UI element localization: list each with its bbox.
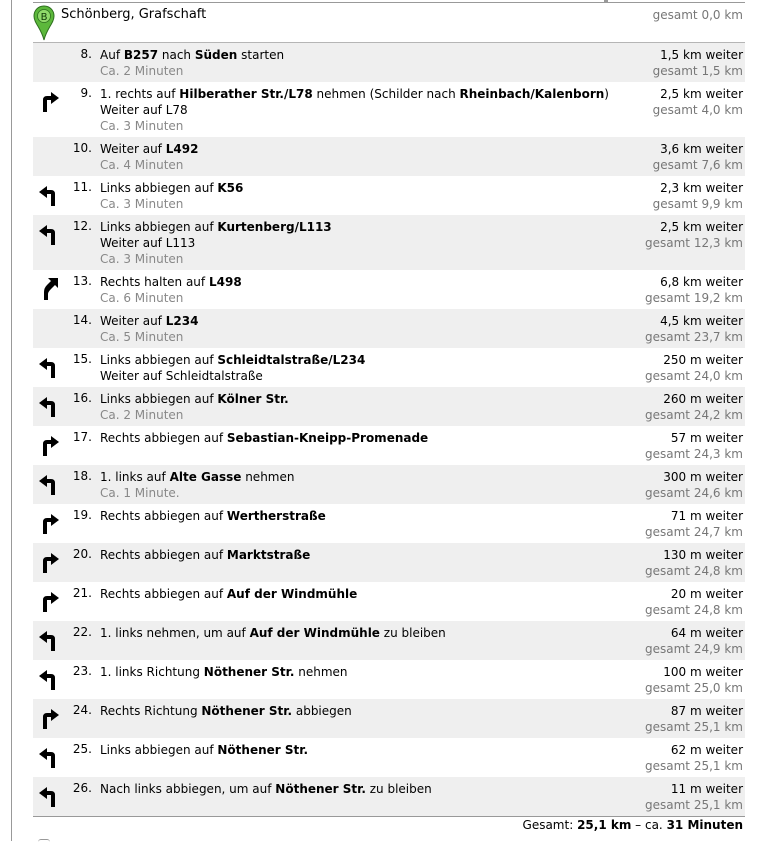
instruction-text: Auf [100, 48, 124, 62]
step-number: 22. [72, 625, 92, 639]
step-total-distance: gesamt 25,0 km [645, 681, 743, 695]
step-instruction [100, 625, 600, 641]
step-number: 26. [72, 781, 92, 795]
step-total-distance: gesamt 24,3 km [645, 447, 743, 461]
street-name: B257 [123, 48, 159, 62]
step-distance: 57 m weiter [670, 431, 743, 445]
step-instruction [100, 742, 600, 758]
direction-step[interactable] [33, 426, 745, 465]
step-total-distance: gesamt 24,7 km [645, 525, 743, 539]
turn-left-icon [37, 783, 61, 807]
instruction-text: Rechts abbiegen auf [100, 509, 227, 523]
step-distance: 130 m weiter [663, 548, 743, 562]
step-instruction [100, 47, 600, 79]
step-number: 24. [72, 703, 92, 717]
turn-right-icon [37, 88, 61, 112]
direction-step[interactable] [33, 621, 745, 660]
street-name: Rheinbach/Kalenborn [459, 87, 605, 101]
step-distance: 100 m weiter [663, 665, 743, 679]
instruction-text: abbiegen [292, 704, 352, 718]
turn-right-icon [37, 510, 61, 534]
step-instruction [100, 313, 600, 345]
step-continuation: Weiter auf Schleidtalstraße [100, 369, 263, 383]
step-number: 9. [80, 86, 92, 100]
street-name: L498 [208, 275, 242, 289]
step-number: 18. [72, 469, 92, 483]
step-instruction [100, 430, 600, 446]
step-number: 11. [72, 180, 92, 194]
direction-step[interactable] [33, 176, 745, 215]
street-name: Wertherstraße [226, 509, 326, 523]
step-instruction [100, 86, 609, 134]
direction-step[interactable] [33, 387, 745, 426]
step-distance: 11 m weiter [670, 782, 743, 796]
turn-left-icon [37, 393, 61, 417]
instruction-text: Links abbiegen auf [100, 743, 218, 757]
step-distance-block [645, 625, 743, 657]
step-distance-block [645, 352, 743, 384]
street-name: Marktstraße [226, 548, 311, 562]
step-total-distance: gesamt 12,3 km [645, 236, 743, 250]
step-continuation: Weiter auf L78 [100, 103, 188, 117]
marker-letter: B [40, 12, 48, 23]
step-total-distance: gesamt 24,8 km [645, 603, 743, 617]
direction-step[interactable] [33, 43, 745, 82]
step-total-distance: gesamt 24,8 km [645, 564, 743, 578]
step-distance-block [645, 391, 743, 423]
direction-step[interactable] [33, 465, 745, 504]
instruction-text: Rechts abbiegen auf [100, 587, 227, 601]
direction-step[interactable] [33, 699, 745, 738]
step-total-distance: gesamt 24,9 km [645, 642, 743, 656]
step-instruction [100, 703, 600, 719]
step-number: 12. [72, 219, 92, 233]
step-distance-block [645, 547, 743, 579]
step-distance: 6,8 km weiter [660, 275, 743, 289]
street-name: Nöthener Str. [275, 782, 366, 796]
step-distance: 71 m weiter [670, 509, 743, 523]
instruction-text: zu bleiben [379, 626, 446, 640]
step-distance: 64 m weiter [670, 626, 743, 640]
direction-step[interactable] [33, 543, 745, 582]
street-name: Kölner Str. [217, 392, 289, 406]
street-name: L234 [165, 314, 199, 328]
step-distance: 260 m weiter [663, 392, 743, 406]
turn-right-icon [37, 549, 61, 573]
instruction-text: 1. links Richtung [100, 665, 204, 679]
step-distance: 3,6 km weiter [660, 142, 743, 156]
instruction-text: Links abbiegen auf [100, 392, 218, 406]
step-instruction [100, 781, 600, 797]
instruction-text: Links abbiegen auf [100, 220, 218, 234]
step-distance-block [645, 664, 743, 696]
step-distance: 2,3 km weiter [660, 181, 743, 195]
step-distance-block [645, 313, 743, 345]
turn-left-icon [37, 627, 61, 651]
summary-distance: 25,1 km [577, 818, 632, 832]
instruction-text: 1. rechts auf [100, 87, 180, 101]
summary-duration: 31 Minuten [666, 818, 743, 832]
directions-list [33, 43, 745, 816]
street-name: Hilberather Str./L78 [179, 87, 313, 101]
route-summary [33, 816, 745, 835]
step-total-distance: gesamt 23,7 km [645, 330, 743, 344]
step-distance-block [645, 781, 743, 813]
turn-right-icon [37, 432, 61, 456]
step-instruction [100, 219, 600, 267]
instruction-text: Links abbiegen auf [100, 353, 218, 367]
direction-step[interactable] [33, 777, 745, 816]
step-number: 20. [72, 547, 92, 561]
street-name: Auf der Windmühle [249, 626, 380, 640]
step-instruction [100, 586, 600, 602]
step-duration: Ca. 1 Minute. [100, 486, 180, 500]
direction-step[interactable] [33, 82, 745, 137]
step-duration: Ca. 3 Minuten [100, 197, 184, 211]
instruction-text: Rechts Richtung [100, 704, 202, 718]
street-name: Kurtenberg/L113 [217, 220, 332, 234]
step-number: 10. [72, 141, 92, 155]
street-name: Süden [194, 48, 238, 62]
step-instruction [100, 391, 600, 423]
step-number: 15. [72, 352, 92, 366]
step-instruction [100, 547, 600, 563]
step-total-distance: gesamt 25,1 km [645, 798, 743, 812]
direction-step[interactable] [33, 270, 745, 309]
street-name: K56 [217, 181, 244, 195]
street-name: Schleidtalstraße/L234 [217, 353, 366, 367]
step-distance-block [645, 430, 743, 462]
step-instruction [100, 664, 600, 680]
step-distance-block [645, 586, 743, 618]
step-total-distance: gesamt 19,2 km [645, 291, 743, 305]
turn-left-icon [37, 221, 61, 245]
turn-left-icon [37, 182, 61, 206]
instruction-text: Links abbiegen auf [100, 181, 218, 195]
step-total-distance: gesamt 25,1 km [645, 759, 743, 773]
instruction-text: 1. links auf [100, 470, 170, 484]
direction-step[interactable] [33, 309, 745, 348]
step-instruction [100, 352, 600, 384]
step-distance: 250 m weiter [663, 353, 743, 367]
step-continuation: Weiter auf L113 [100, 236, 196, 250]
step-distance: 2,5 km weiter [660, 87, 743, 101]
step-total-distance: gesamt 24,6 km [645, 486, 743, 500]
instruction-text: Weiter auf [100, 142, 166, 156]
step-distance: 4,5 km weiter [660, 314, 743, 328]
directions-panel [33, 3, 745, 835]
instruction-text: 1. links nehmen, um auf [100, 626, 250, 640]
turn-left-icon [37, 354, 61, 378]
direction-step[interactable] [33, 660, 745, 699]
start-location[interactable] [33, 3, 745, 43]
turn-left-icon [37, 471, 61, 495]
step-distance-block [645, 274, 743, 306]
street-name: Nöthener Str. [203, 665, 295, 679]
step-total-distance: gesamt 1,5 km [652, 64, 743, 78]
instruction-text: nehmen [241, 470, 295, 484]
step-instruction [100, 469, 600, 501]
step-number: 19. [72, 508, 92, 522]
instruction-text: starten [237, 48, 285, 62]
instruction-text: Weiter auf [100, 314, 166, 328]
step-number: 14. [72, 313, 92, 327]
step-distance: 87 m weiter [670, 704, 743, 718]
street-name: Nöthener Str. [217, 743, 309, 757]
step-duration: Ca. 4 Minuten [100, 158, 184, 172]
step-total-distance: gesamt 25,1 km [645, 720, 743, 734]
instruction-text: nehmen (Schilder nach [312, 87, 460, 101]
turn-left-icon [37, 744, 61, 768]
turn-right-icon [37, 705, 61, 729]
keep-right-icon [37, 276, 61, 300]
map-marker-icon [33, 5, 55, 41]
step-number: 13. [72, 274, 92, 288]
direction-step[interactable] [33, 348, 745, 387]
step-number: 17. [72, 430, 92, 444]
step-duration: Ca. 3 Minuten [100, 252, 184, 266]
direction-step[interactable] [33, 738, 745, 777]
step-duration: Ca. 2 Minuten [100, 64, 184, 78]
street-name: L492 [165, 142, 199, 156]
instruction-text: Rechts halten auf [100, 275, 209, 289]
street-name: Nöthener Str. [201, 704, 293, 718]
step-distance: 300 m weiter [663, 470, 743, 484]
step-distance-block [645, 469, 743, 501]
step-total-distance: gesamt 7,6 km [652, 158, 743, 172]
step-distance-block [653, 141, 743, 173]
step-duration: Ca. 5 Minuten [100, 330, 184, 344]
instruction-text: nach [158, 48, 195, 62]
step-duration: Ca. 2 Minuten [100, 408, 184, 422]
step-distance-block [645, 742, 743, 774]
step-distance: 1,5 km weiter [660, 48, 743, 62]
step-distance: 2,5 km weiter [660, 220, 743, 234]
step-number: 8. [80, 47, 92, 61]
direction-step[interactable] [33, 137, 745, 176]
start-location-name: Schönberg, Grafschaft [61, 7, 207, 22]
street-name: Sebastian-Kneipp-Promenade [226, 431, 429, 445]
step-total-distance: gesamt 4,0 km [652, 103, 743, 117]
step-distance: 20 m weiter [670, 587, 743, 601]
street-name: Alte Gasse [169, 470, 242, 484]
step-distance-block [653, 86, 743, 118]
direction-step[interactable] [33, 215, 745, 270]
step-instruction [100, 274, 600, 306]
step-total-distance: gesamt 24,0 km [645, 369, 743, 383]
step-number: 23. [72, 664, 92, 678]
step-distance-block [653, 47, 743, 79]
instruction-text: zu bleiben [365, 782, 432, 796]
step-duration: Ca. 6 Minuten [100, 291, 184, 305]
step-distance: 62 m weiter [670, 743, 743, 757]
step-duration: Ca. 3 Minuten [100, 119, 184, 133]
start-total-distance: gesamt 0,0 km [652, 8, 743, 22]
direction-step[interactable] [33, 504, 745, 543]
street-name: Auf der Windmühle [226, 587, 358, 601]
instruction-text: Rechts abbiegen auf [100, 548, 227, 562]
panel-left-border [11, 0, 12, 841]
step-total-distance: gesamt 24,2 km [645, 408, 743, 422]
step-distance-block [653, 180, 743, 212]
instruction-text: ) [604, 87, 609, 101]
instruction-text: Nach links abbiegen, um auf [100, 782, 276, 796]
step-instruction [100, 180, 600, 212]
step-distance-block [645, 508, 743, 540]
step-total-distance: gesamt 9,9 km [652, 197, 743, 211]
turn-left-icon [37, 666, 61, 690]
step-number: 21. [72, 586, 92, 600]
step-number: 25. [72, 742, 92, 756]
instruction-text: Rechts abbiegen auf [100, 431, 227, 445]
step-number: 16. [72, 391, 92, 405]
summary-label: Gesamt: [522, 818, 578, 832]
step-distance-block [645, 219, 743, 251]
turn-right-icon [37, 588, 61, 612]
instruction-text: nehmen [294, 665, 348, 679]
step-instruction [100, 508, 600, 524]
step-instruction [100, 141, 600, 173]
step-distance-block [645, 703, 743, 735]
summary-separator: – ca. [631, 818, 667, 832]
direction-step[interactable] [33, 582, 745, 621]
